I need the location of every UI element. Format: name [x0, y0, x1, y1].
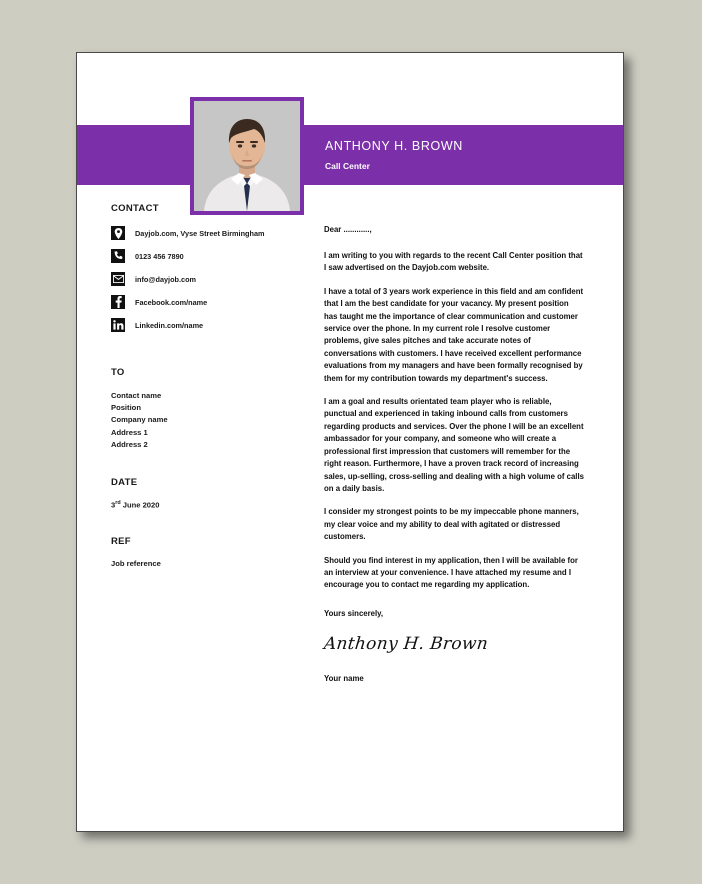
contact-item-phone [111, 249, 321, 263]
ref-section-title: REF [111, 535, 131, 547]
date-value [111, 500, 321, 510]
to-line: Contact name [111, 391, 162, 400]
email-icon [111, 272, 125, 286]
contact-item-email [111, 272, 321, 286]
contact-item-label: Dayjob.com, Vyse Street Birmingham [135, 228, 265, 238]
salutation: Dear ............, [324, 225, 372, 234]
ref-value: Job reference [111, 558, 161, 568]
contact-item-facebook [111, 295, 321, 309]
spacer [111, 341, 321, 367]
header-accent-band [77, 125, 623, 185]
date-rest: June 2020 [120, 500, 160, 510]
portrait-photo-icon [194, 101, 300, 211]
signature: Anthony H. Brown [322, 633, 490, 654]
closing-line: Yours sincerely, [324, 608, 384, 618]
letter-paragraph: I consider my strongest points to be my impeccable phone manners, my clear voice and my ability to deal with agitated or distressed customers. [324, 507, 579, 542]
letter-paragraph: I have a total of 3 years work experience in this field and am confident that I am the best candidate for your vacancy. My present position has taught me the importance of clear communication and customer service over the phone. In my current role I resolve customer problems, give sales pitches and take accurate notes of conversations with customers. I have received excellent performance evaluations from my managers and have been formally recognised by them for my contribution towards my department's success. [324, 286, 584, 383]
to-line: Position [111, 403, 141, 413]
to-line: Address 1 [111, 427, 148, 437]
spacer [111, 451, 321, 477]
avatar [190, 97, 304, 215]
letter-paragraph: Should you find interest in my application, then I will be available for an interview at your convenience. I have attached my resume and I encourage you to contact me regarding my application. [324, 555, 578, 590]
spacer [111, 510, 321, 536]
phone-icon [111, 249, 125, 263]
contact-item-linkedin [111, 318, 321, 332]
contact-item-label: 0123 456 7890 [135, 251, 184, 261]
letter-body [324, 225, 584, 683]
sidebar [111, 203, 321, 568]
contact-item-label: Facebook.com/name [135, 297, 208, 307]
facebook-icon [111, 295, 125, 309]
to-line: Company name [111, 415, 168, 425]
to-section-title: TO [111, 367, 125, 378]
contact-item-address [111, 226, 321, 240]
contact-item-label: Linkedin.com/name [135, 320, 204, 330]
page-title: ANTHONY H. BROWN [325, 139, 463, 153]
location-pin-icon [111, 226, 125, 240]
header-role: Call Center [325, 161, 370, 171]
linkedin-icon [111, 318, 125, 332]
to-line: Address 2 [111, 439, 148, 449]
date-section-title: DATE [111, 477, 138, 489]
contact-section-title: CONTACT [111, 203, 159, 214]
date-ordinal: rd [115, 500, 121, 507]
contact-item-label: info@dayjob.com [135, 274, 197, 284]
to-address-block [111, 390, 321, 451]
your-name-line: Your name [324, 673, 364, 683]
letter-paragraph: I am a goal and results orientated team player who is reliable, punctual and experienced in taking inbound calls from customers regarding products and services. Over the phone I will be an excellent ambassador for your company, and someone who will create a professional first impression that customers will remember for the right reason. Furthermore, I have a proven track record of increasing sales, up-selling, cross-selling and dealing with a high volume of calls on a daily basis. [324, 397, 584, 493]
document-page [76, 52, 624, 832]
date-day: 3 [111, 500, 116, 510]
letter-paragraph: I am writing to you with regards to the recent Call Center position that I saw advertised on the Dayjob.com website. [324, 251, 583, 273]
